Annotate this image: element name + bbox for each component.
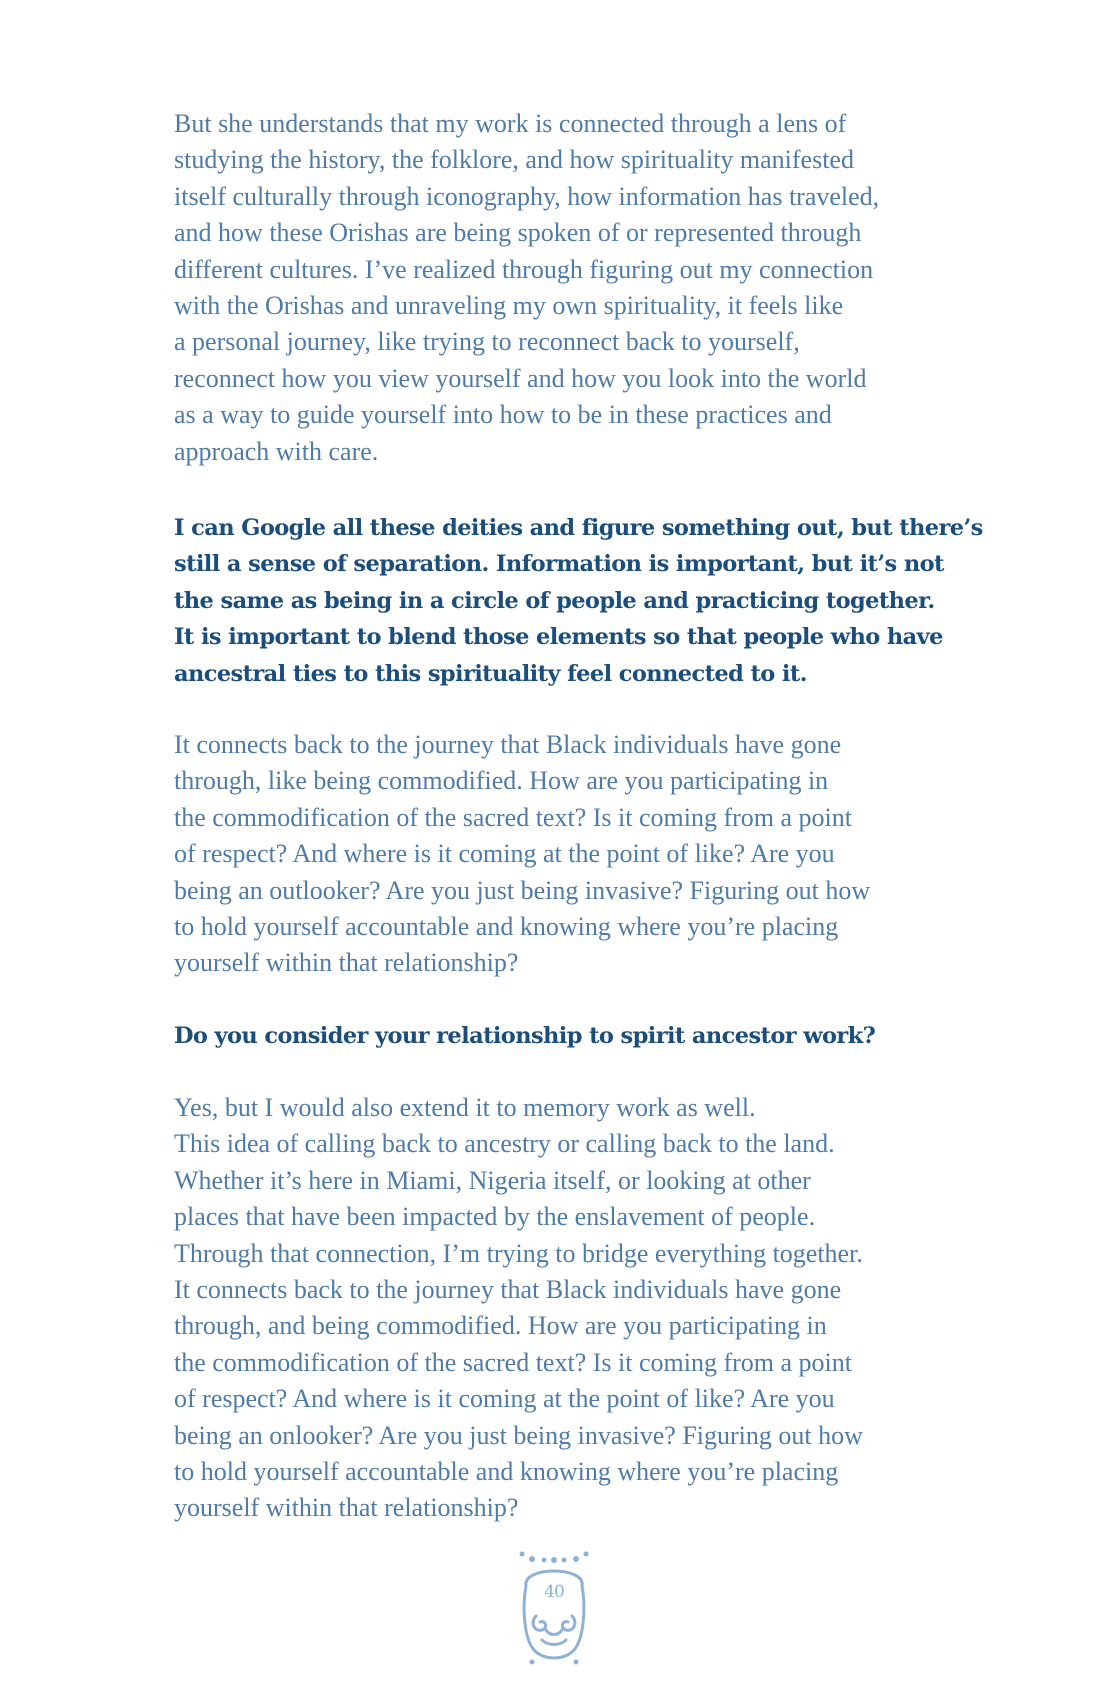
interview-question: Do you consider your relationship to spirit ancestor work?: [174, 1023, 876, 1049]
body-paragraph-answer: Yes, but I would also extend it to memory work as well. This idea of calling back to ancestry or calling back to the land. Whether it’s here in Miami, Nigeria itself, or looking at other places that have been impacted by the enslavement of people. Through that connection, I’m trying to bridge everything together. It connects back to the journey that Black individuals have gone through, and being commodified. How are you participating in the commodification of the sacred text? Is it coming from a point of respect? And where is it coming at the point of like? Are you being an onlooker? Are you just being invasive? Figuring out how to hold yourself accountable and knowing where you’re placing yourself within that relationship?: [174, 1093, 863, 1523]
body-paragraph-intro: But she understands that my work is connected through a lens of studying the history, the folklore, and how spirituality manifested itself culturally through iconography, how information has traveled, and how these Orishas are being spoken of or represented through different cultures. I’ve realized through figuring out my connection with the Orishas and unraveling my own spirituality, it feels like a personal journey, like trying to reconnect back to yourself, reconnect how you view yourself and how you look into the world as a way to guide yourself into how to be in these practices and approach with care.: [174, 109, 880, 466]
pull-quote: I can Google all these deities and figure something out, but there’s still a sense of separation. Information is important, but it’s not the same as being in a circle of people and practicing together. It is important to blend those elements so that people who have ancestral ties to this spirituality feel connected to it.: [174, 515, 983, 687]
page-number: 40: [544, 1582, 564, 1602]
body-paragraph-commodification: It connects back to the journey that Black individuals have gone through, like being commodified. How are you participating in the commodification of the sacred text? Is it coming from a point of respect? And where is it coming at the point of like? Are you being an outlooker? Are you just being invasive? Figuring out how to hold yourself accountable and knowing where you’re placing yourself within that relationship?: [174, 730, 871, 978]
ornamental-page-number-icon: [512, 1546, 596, 1666]
ornament-flourish-icon: [512, 1546, 596, 1666]
